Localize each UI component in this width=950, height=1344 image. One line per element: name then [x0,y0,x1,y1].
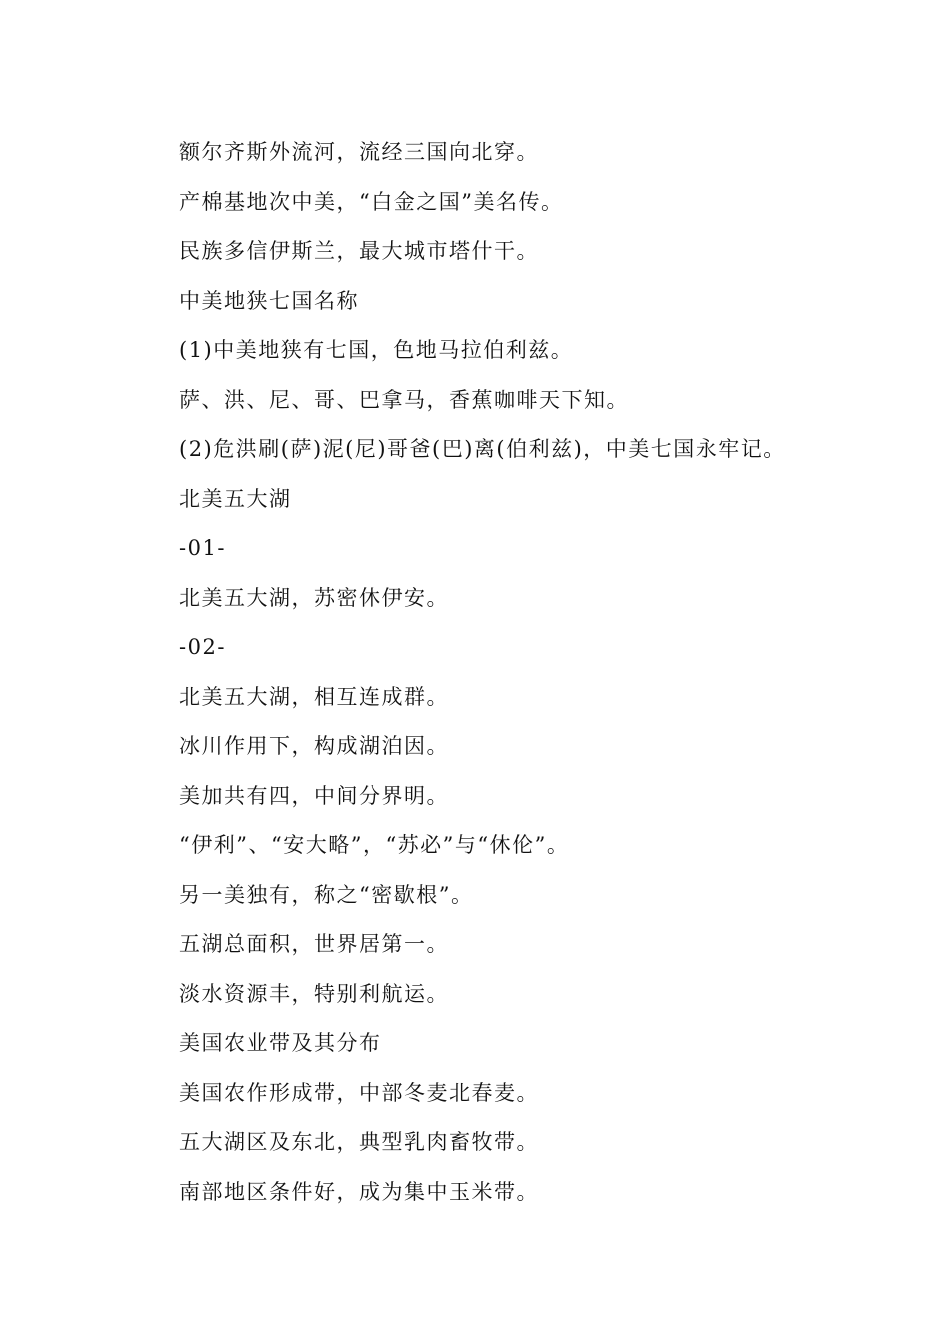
text-line: 另一美独有，称之“密歇根”。 [179,882,474,907]
text-line: 五大湖区及东北，典型乳肉畜牧带。 [179,1130,539,1154]
text-line: 淡水资源丰，特别利航运。 [179,981,449,1006]
section-heading: 美国农业带及其分布 [179,1031,382,1055]
section-heading: 中美地狭七国名称 [179,288,359,313]
section-number: -01- [179,536,226,560]
text-line: 北美五大湖，相互连成群。 [179,684,449,709]
text-line: 南部地区条件好，成为集中玉米带。 [179,1179,539,1204]
text-line: 民族多信伊斯兰，最大城市塔什干。 [179,239,539,263]
text-line: (2)危洪刷(萨)泥(尼)哥爸(巴)离(伯利兹)，中美七国永牢记。 [179,437,786,461]
text-line: (1)中美地狭有七国，色地马拉伯利兹。 [179,338,574,362]
text-line: 美加共有四，中间分界明。 [179,783,449,808]
text-line: “伊利”、“安大略”，“苏必”与“休伦”。 [179,833,570,857]
text-line: 冰川作用下，构成湖泊因。 [179,734,449,758]
section-heading: 北美五大湖 [179,486,292,511]
text-line: 产棉基地次中美，“白金之国”美名传。 [179,189,564,214]
text-line: 额尔齐斯外流河，流经三国向北穿。 [179,140,539,164]
text-line: 北美五大湖，苏密休伊安。 [179,585,449,610]
document-body [179,128,899,1217]
text-line: 萨、洪、尼、哥、巴拿马，香蕉咖啡天下知。 [179,387,629,412]
text-line: 五湖总面积，世界居第一。 [179,932,449,956]
text-line: 美国农作形成带，中部冬麦北春麦。 [179,1080,539,1105]
section-number: -02- [179,635,226,659]
